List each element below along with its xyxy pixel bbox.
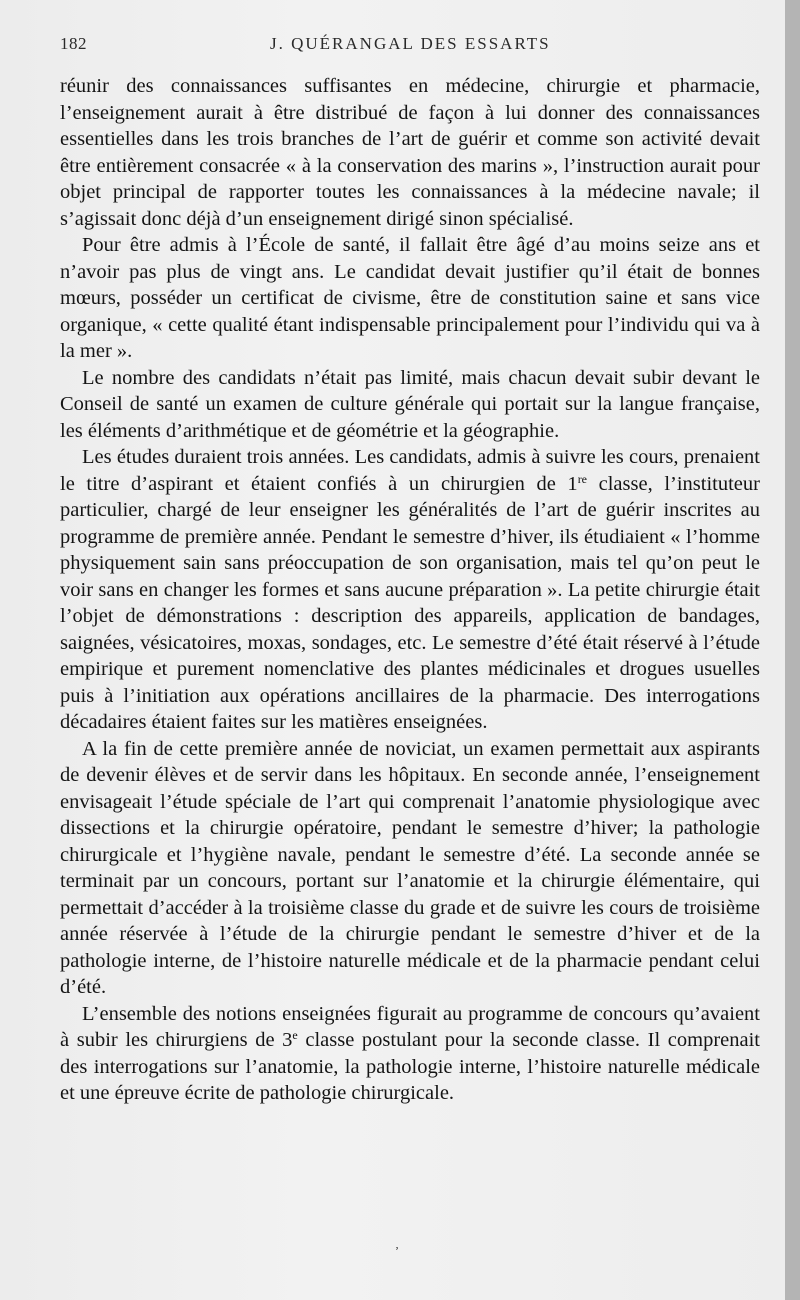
ordinal-superscript: e (292, 1028, 298, 1042)
paragraph-4-text-b: classe, l’instituteur particulier, chargé de leur enseigner les généralités de l’art de guérir inscrites au programme de première année. Pendant le semestre d’hiver, ils étudiaient « l’homme physiquement sain sans préoccupation de son organisation, mais tel qu’on peut le voir sans en changer les formes et sans aucune préparation ». La petite chirurgie était l’objet de démonstrations : description des appareils, application de bandages, saignées, vésicatoires, moxas, sondages, etc. Le semestre d’été était réservé à l’étude empirique et purement nomenclative des plantes médicinales et drogues usuelles puis à l’initiation aux opérations ancillaires de la pharmacie. Des interrogations décadaires étaient faites sur les matières enseignées. (60, 472, 760, 733)
paragraph-3: Le nombre des candidats n’était pas limité, mais chacun devait subir devant le Conseil de santé un examen de culture générale qui portait sur la langue française, les éléments d’arithmétique et de géométrie et la géographie. (60, 366, 760, 442)
running-head: J. QUÉRANGAL DES ESSARTS (270, 34, 551, 53)
paragraph-6 (60, 1001, 760, 1107)
paragraph-5: A la fin de cette première année de noviciat, un examen permettait aux aspirants de devenir élèves et de servir dans les hôpitaux. En seconde année, l’enseignement envisageait l’étude spéciale de l’art qui comprenait l’anatomie physiologique avec dissections et la chirurgie opératoire, pendant le semestre d’hiver; la pathologie chirurgicale et l’hygiène navale, pendant le semestre d’été. La seconde année se terminait par un concours, portant sur l’anatomie et la chirurgie élémentaire, qui permettait d’accéder à la troisième classe du grade et de suivre les cours de troisième année réservée à l’étude de la chirurgie pendant le semestre d’hiver et de la pathologie interne, de l’histoire naturelle médicale et de la pharmacie pendant celui d’été. (60, 737, 760, 998)
page-number: 182 (60, 34, 87, 53)
page-body (60, 73, 760, 1107)
paragraph-4-text-a: Les études duraient trois années. Les candidats, admis à suivre les cours, prenaient le titre d’aspirant et étaient confiés à un chirurgien de 1 (60, 446, 760, 495)
print-mark: ʼ (395, 1244, 399, 1258)
paragraph-1: réunir des connaissances suffisantes en médecine, chirurgie et pharmacie, l’enseignement aurait à être distribué de façon à lui donner des connaissances essentielles dans les trois branches de l’art de guérir et comme son activité devait être entièrement consacrée « à la conservation des marins », l’instruction aurait pour objet principal de rapporter toutes les connaissances à la médecine navale; il s’agissait donc déjà d’un enseignement dirigé sinon spécialisé. (60, 75, 760, 230)
paragraph-6-text-b: classe postulant pour la seconde classe. Il comprenait des interrogations sur l’anatomie, la pathologie interne, l’histoire naturelle médicale et une épreuve écrite de pathologie chirurgicale. (60, 1029, 761, 1104)
paragraph-6-text-a: L’ensemble des notions enseignées figurait au programme de concours qu’avaient à subir les chirurgiens de 3 (60, 1002, 760, 1051)
paragraph-4 (60, 444, 760, 736)
page-header (60, 34, 765, 58)
ordinal-superscript: re (577, 471, 588, 486)
paragraph-2: Pour être admis à l’École de santé, il fallait être âgé d’au moins seize ans et n’avoir pas plus de vingt ans. Le candidat devait justifier qu’il était de bonnes mœurs, posséder un certificat de civisme, être de constitution saine et sans vice organique, « cette qualité étant indispensable principalement pour l’individu qui va à la mer ». (60, 234, 760, 362)
